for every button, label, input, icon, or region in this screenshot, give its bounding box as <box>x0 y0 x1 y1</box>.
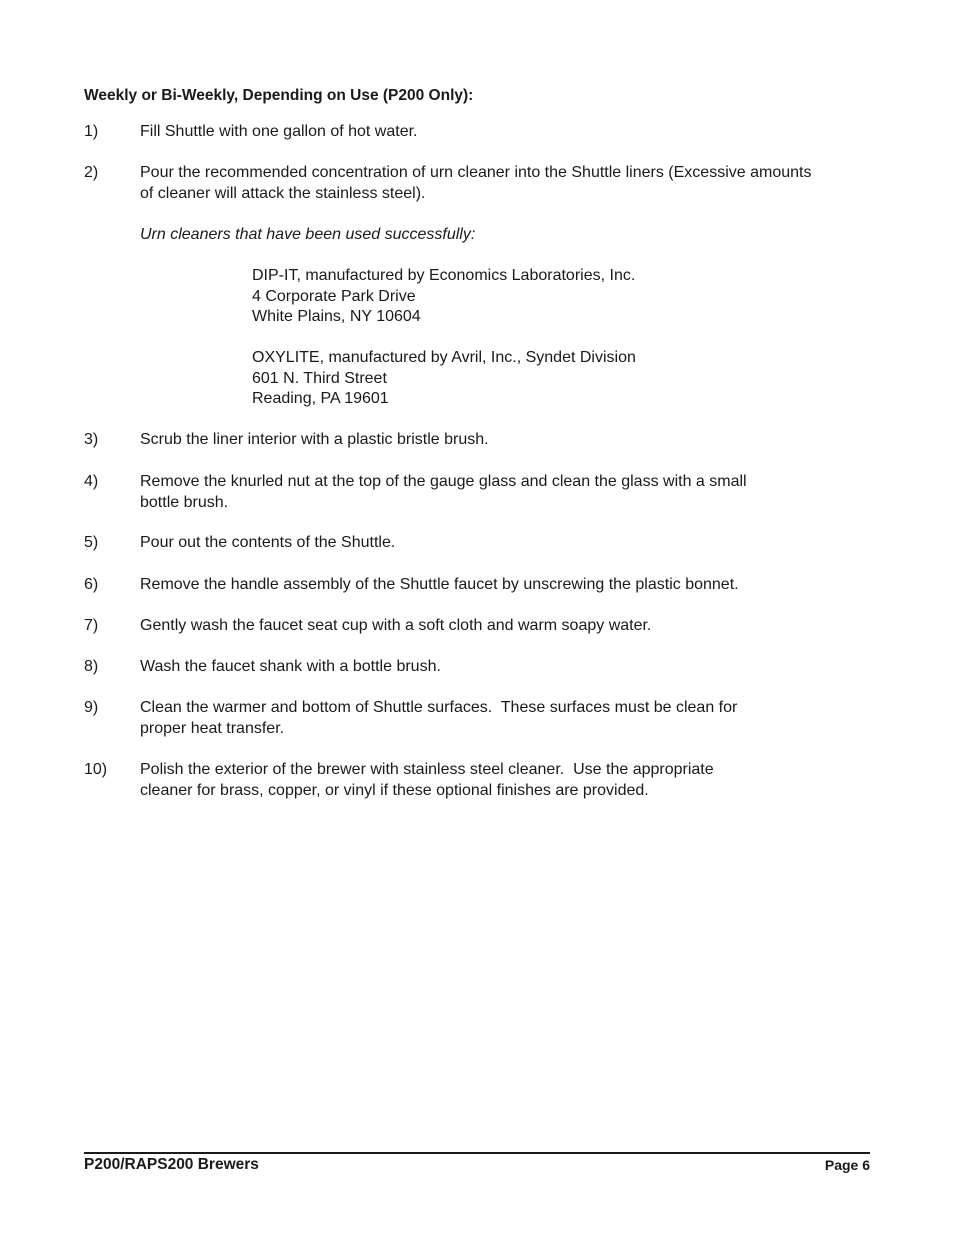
step-number: 7) <box>84 617 99 634</box>
step-text: Scrub the liner interior with a plastic bristle brush. <box>140 431 489 448</box>
step-number: 6) <box>84 576 99 593</box>
step-text-line: Polish the exterior of the brewer with stainless steel cleaner. Use the appropriate <box>140 761 714 778</box>
step-number: 1) <box>84 123 99 140</box>
footer-divider <box>84 1152 870 1154</box>
step-text: Remove the handle assembly of the Shuttle faucet by unscrewing the plastic bonnet. <box>140 576 739 593</box>
step-text <box>140 163 900 204</box>
cleaner-city: Reading, PA 19601 <box>252 390 389 407</box>
footer-title: P200/RAPS200 Brewers <box>84 1156 259 1173</box>
page-number: Page 6 <box>824 1157 870 1173</box>
step-text-line: Remove the knurled nut at the top of the gauge glass and clean the glass with a small <box>140 473 747 490</box>
step-text: Fill Shuttle with one gallon of hot water. <box>140 123 418 140</box>
cleaner-city: White Plains, NY 10604 <box>252 308 421 325</box>
step-text-line: Pour the recommended concentration of urn cleaner into the Shuttle liners (Excessive amounts <box>140 164 812 181</box>
cleaner-street: 601 N. Third Street <box>252 369 387 387</box>
cleaner-address <box>252 266 635 328</box>
step-number: 4) <box>84 473 99 490</box>
step-number: 2) <box>84 164 99 181</box>
step-number: 8) <box>84 658 99 675</box>
step-text <box>140 698 870 739</box>
step-text <box>140 760 870 801</box>
step-number: 9) <box>84 699 99 716</box>
step-number: 3) <box>84 431 99 448</box>
step-text-line: bottle brush. <box>140 493 229 511</box>
cleaners-note: Urn cleaners that have been used successfully: <box>140 226 476 243</box>
cleaner-street: 4 Corporate Park Drive <box>252 287 416 305</box>
step-text: Gently wash the faucet seat cup with a soft cloth and warm soapy water. <box>140 617 652 634</box>
step-text: Wash the faucet shank with a bottle brush. <box>140 658 441 675</box>
cleaner-name: DIP-IT, manufactured by Economics Laboratories, Inc. <box>252 267 636 284</box>
step-number: 10) <box>84 761 108 778</box>
step-text-line: of cleaner will attack the stainless steel). <box>140 184 426 202</box>
step-number: 5) <box>84 534 99 551</box>
step-text <box>140 472 870 513</box>
step-text-line: cleaner for brass, copper, or vinyl if these optional finishes are provided. <box>140 781 649 799</box>
step-text-line: Clean the warmer and bottom of Shuttle surfaces. These surfaces must be clean for <box>140 699 738 716</box>
step-text-line: proper heat transfer. <box>140 719 285 737</box>
section-heading: Weekly or Bi-Weekly, Depending on Use (P200 Only): <box>84 87 474 104</box>
cleaner-name: OXYLITE, manufactured by Avril, Inc., Syndet Division <box>252 349 636 366</box>
cleaner-address <box>252 348 636 410</box>
step-text: Pour out the contents of the Shuttle. <box>140 534 396 551</box>
